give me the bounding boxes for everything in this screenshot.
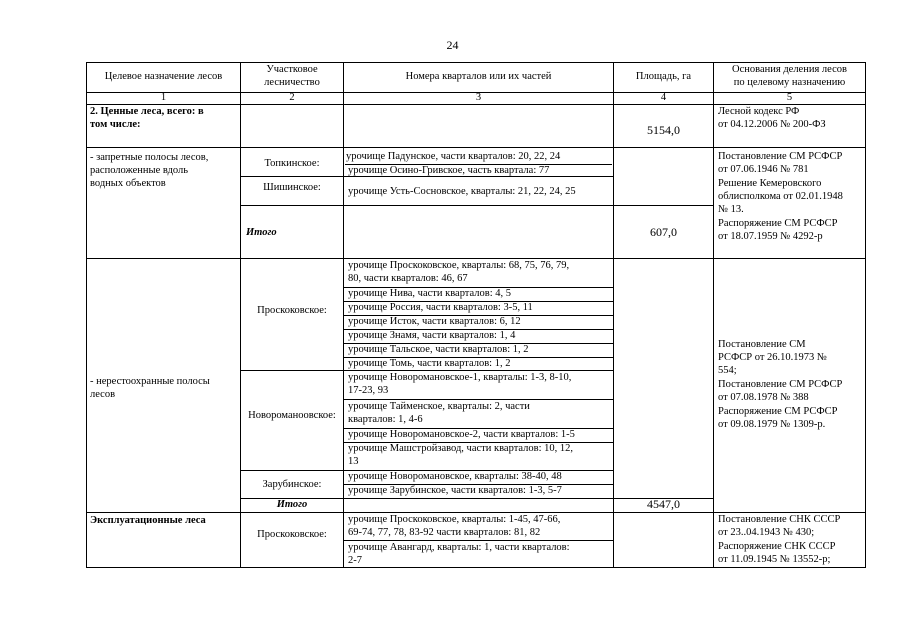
sec4-purpose: Эксплуатационные леса: [90, 515, 206, 526]
sec2-area-cell: [613, 147, 714, 206]
sec3-basis-line6: Распоряжение СМ РСФСР: [718, 406, 838, 417]
sec1-quarters-cell: [343, 104, 614, 148]
sec3-quarter-7: урочище Томь, части кварталов: 1, 2: [348, 358, 511, 369]
sec2-total-area: 607,0: [650, 225, 677, 239]
sec4-quarter-1-line2: 69-74, 77, 78, 83-92 части кварталов: 81, 82: [348, 527, 541, 538]
page-number: 24: [446, 38, 459, 52]
sec2-forestry-1: Топкинское:: [264, 158, 320, 169]
column-number-3: 3: [475, 92, 482, 103]
sec4-quarter-1-line1: урочище Проскоковское, кварталы: 1-45, 47-66,: [348, 514, 561, 525]
header-basis-line2: по целевому назначению: [733, 77, 846, 88]
sec3-basis-line3: 554;: [718, 365, 737, 376]
sec3-quarter-6: урочище Тальское, части кварталов: 1, 2: [348, 344, 529, 355]
sec3-basis-line4: Постановление СМ РСФСР: [718, 379, 843, 390]
sec2-purpose-line3: водных объектов: [90, 178, 166, 189]
column-number-1: 1: [160, 92, 167, 103]
sec3-total-quarters-cell: [343, 498, 614, 513]
sec4-basis-line1: Постановление СНК СССР: [718, 514, 841, 525]
sec3-basis-line7: от 09.08.1979 № 1309-р.: [718, 419, 826, 430]
sec2-purpose-line1: - запретные полосы лесов,: [90, 152, 209, 163]
sec3-quarter-1-line2: 80, части кварталов: 46, 67: [348, 273, 468, 284]
sec3-forestry-1: Проскоковское:: [257, 305, 327, 316]
sec3-quarter-4: урочище Исток, части кварталов: 6, 12: [348, 316, 521, 327]
sec1-area-value: 5154,0: [647, 123, 680, 137]
sec3-quarter-2: урочище Нива, части кварталов: 4, 5: [348, 288, 512, 299]
sec3-quarter-13: урочище Зарубинское, части кварталов: 1-3, 5-7: [348, 485, 562, 496]
sec1-basis-line2: от 04.12.2006 № 200-ФЗ: [718, 119, 826, 130]
header-forestry-line1: Участковое: [266, 64, 318, 75]
sec4-forestry: Проскоковское:: [257, 529, 327, 540]
sec3-quarter-10: урочище Новоромановское-2, части кварталов: 1-5: [348, 429, 575, 440]
sec3-quarter-5: урочище Знамя, части кварталов: 1, 4: [348, 330, 516, 341]
column-number-2: 2: [289, 92, 295, 103]
sec1-basis-line1: Лесной кодекс РФ: [718, 106, 800, 117]
sec3-quarter-8-line1: урочище Новоромановское-1, кварталы: 1-3, 8-10,: [348, 372, 572, 383]
sec3-purpose-line2: лесов: [90, 389, 116, 400]
sec3-total-label: Итого: [276, 499, 308, 510]
sec2-purpose-line2: расположенные вдоль: [90, 165, 189, 176]
sec3-total-area: 4547,0: [647, 497, 680, 511]
sec1-purpose-line2: том числе:: [90, 119, 141, 130]
header-basis-line1: Основания деления лесов: [732, 64, 847, 75]
sec2-quarter-2: урочище Осино-Гривское, часть квартала: 77: [348, 165, 550, 176]
sec2-basis-line4: облисполкома от 02.01.1948: [718, 191, 843, 202]
sec3-basis-line2: РСФСР от 26.10.1973 №: [718, 352, 827, 363]
header-area: Площадь, га: [635, 71, 692, 82]
sec4-area-cell: [613, 512, 714, 568]
sec4-quarter-2-line2: 2-7: [348, 555, 362, 566]
sec3-basis-line5: от 07.08.1978 № 388: [718, 392, 809, 403]
sec3-basis-line1: Постановление СМ: [718, 339, 806, 350]
sec2-basis-line2: от 07.06.1946 № 781: [718, 164, 809, 175]
sec2-quarter-1: урочище Падунское, части кварталов: 20, 22, 24: [346, 151, 561, 162]
sec4-quarter-2-line1: урочище Авангард, кварталы: 1, части кварталов:: [348, 542, 570, 553]
sec2-total-label: Итого: [246, 227, 277, 238]
sec3-quarter-9-line2: кварталов: 1, 4-6: [348, 414, 423, 425]
column-number-5: 5: [786, 92, 793, 103]
sec4-basis-line2: от 23..04.1943 № 430;: [718, 527, 815, 538]
header-forestry-line2: лесничество: [264, 77, 320, 88]
sec2-basis-line3: Решение Кемеровского: [718, 178, 822, 189]
sec2-basis-line1: Постановление СМ РСФСР: [718, 151, 843, 162]
sec3-quarter-11-line2: 13: [348, 456, 359, 467]
sec3-purpose-line1: - нерестоохранные полосы: [90, 376, 210, 387]
sec3-forestry-3: Зарубинское:: [262, 479, 322, 490]
sec1-purpose-line1: 2. Ценные леса, всего: в: [90, 106, 204, 117]
sec3-quarter-11-line1: урочище Машстройзавод, части кварталов: 10, 12,: [348, 443, 574, 454]
sec3-quarter-3: урочище Россия, части кварталов: 3-5, 11: [348, 302, 533, 313]
sec2-basis-line7: от 18.07.1959 № 4292-р: [718, 231, 823, 242]
sec4-basis-line3: Распоряжение СНК СССР: [718, 541, 836, 552]
sec3-quarter-9-line1: урочище Тайменское, кварталы: 2, части: [348, 401, 530, 412]
sec3-forestry-2: Новороманоовское:: [248, 410, 336, 421]
sec2-total-quarters-cell: [343, 205, 614, 259]
sec3-quarter-12: урочище Новоромановское, кварталы: 38-40, 48: [348, 471, 562, 482]
sec3-quarter-1-line1: урочище Проскоковское, кварталы: 68, 75, 76, 79,: [348, 260, 570, 271]
sec2-basis-line5: № 13.: [718, 204, 744, 215]
sec2-forestry-2: Шишинское:: [263, 182, 321, 193]
sec3-area-cell: [613, 258, 714, 499]
sec2-basis-line6: Распоряжение СМ РСФСР: [718, 218, 838, 229]
sec3-quarter-8-line2: 17-23, 93: [348, 385, 389, 396]
header-purpose: Целевое назначение лесов: [104, 71, 223, 82]
sec4-basis-line4: от 11.09.1945 № 13552-р;: [718, 554, 831, 565]
sec1-forestry-cell: [240, 104, 344, 148]
sec2-quarter-3: урочище Усть-Сосновское, кварталы: 21, 22, 24, 25: [348, 186, 576, 197]
header-quarters: Номера кварталов или их частей: [405, 71, 552, 82]
column-number-4: 4: [660, 92, 667, 103]
